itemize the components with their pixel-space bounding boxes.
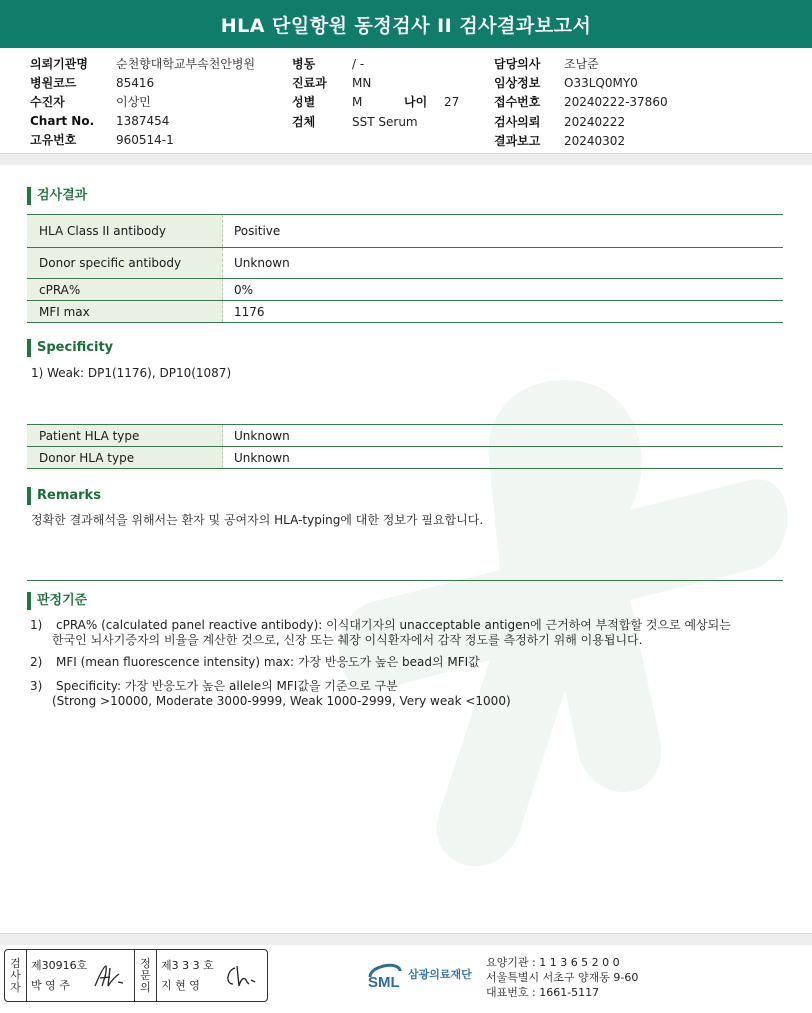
remarks-section-title: Remarks [27,487,101,505]
header-col-1 [30,55,255,150]
sml-logo [366,957,472,991]
header-label: 고유번호 [30,133,77,147]
label-char: 자 [10,980,21,994]
footer-separator [0,933,812,945]
clinical-info: O33LQ0MY0 [564,76,638,90]
remarks-text: 정확한 결과해석을 위해서는 환자 및 공여자의 HLA-typing에 대한 정보가 필요합니다. [31,513,484,527]
physician: 조남준 [564,57,599,71]
age: 27 [444,95,460,109]
label-char: 검 [10,956,21,970]
hospital-name: 순천향대학교부속천안병원 [116,57,256,71]
criteria-section-title: 판정기준 [27,592,87,610]
request-date: 20240222 [564,115,626,129]
header-label: 병원코드 [30,76,77,90]
hla-type-label: Patient HLA type [27,425,223,446]
chart-no: 1387454 [116,114,170,128]
header-label: 나이 [404,95,428,109]
report-title: HLA 단일항원 동정검사 II 검사결과보고서 [0,0,812,48]
judge-license: 제3 3 3 호 [161,959,214,972]
label-char: 정 [140,956,151,970]
divider [27,580,783,581]
hla-type-label: Donor HLA type [27,447,223,468]
header-label: 병동 [292,57,316,71]
result-value: 0% [234,282,254,297]
header-label: Chart No. [30,114,95,128]
tester-cell [27,950,135,1001]
header-label: 검체 [292,115,316,129]
header-label: 수진자 [30,95,65,109]
criteria-line: MFI (mean fluorescence intensity) max: 가장 반응도가 높은 bead의 MFI값 [56,655,480,669]
header-label: 결과보고 [494,134,541,148]
label-char: 사 [10,968,21,982]
criteria-item [30,655,480,670]
result-value: 1176 [234,304,265,319]
header-separator [0,153,812,165]
header-col-2 [292,55,459,132]
header-label: 검사의뢰 [494,115,541,129]
results-table [27,214,783,323]
sml-logo-icon [366,957,404,991]
specificity-text: 1) Weak: DP1(1176), DP10(1087) [31,366,232,380]
header-label: 임상정보 [494,76,541,90]
judge-cell [157,950,265,1001]
result-value: Positive [234,224,281,238]
header-label: 의뢰기관명 [30,57,88,71]
unique-no: 960514-1 [116,133,174,147]
result-label: MFI max [27,301,223,322]
result-label: HLA Class II antibody [27,215,223,247]
sml-logo-mark: SML [368,974,400,991]
tester-license: 제30916호 [31,959,88,972]
header-label: 성별 [292,95,316,109]
phone: 대표번호 : 1661-5117 [486,986,600,999]
label-char: 문 [140,968,151,982]
tester-name: 박 영 주 [31,979,70,992]
hla-type-value: Unknown [234,428,290,443]
sex: M [352,95,363,109]
ward: / - [352,57,365,71]
criteria-line: (Strong >10000, Moderate 3000-9999, Weak 1000-2999, Very weak <1000) [52,694,511,708]
org-code: 요양기관 : 1 1 3 6 5 2 0 0 [486,956,620,969]
hospital-code: 85416 [116,76,155,90]
address: 서울특별시 서초구 양재동 9-60 [486,971,639,984]
signature-box [4,949,268,1002]
criteria-line: Specificity: 가장 반응도가 높은 allele의 MFI값을 기준으로 구분 [56,679,398,693]
header-col-3 [494,55,668,151]
header-label: 담당의사 [494,57,541,71]
specificity-section-title: Specificity [27,339,113,357]
criteria-num: 3) [30,679,43,693]
criteria-item [30,618,731,648]
hla-type-value: Unknown [234,450,290,465]
table-row [27,215,783,248]
tester-label [5,950,27,1001]
patient-name: 이상민 [116,95,151,109]
table-row [27,447,783,469]
results-section-title: 검사결과 [27,187,87,205]
header-label: 진료과 [292,76,327,90]
specimen: SST Serum [352,115,418,129]
judge-label [135,950,157,1001]
table-row [27,425,783,447]
signature-mark [92,962,126,990]
label-char: 의 [140,980,151,994]
result-label: cPRA% [27,279,223,300]
department: MN [352,76,372,90]
footer-contact [486,955,638,1000]
table-row [27,279,783,301]
sml-logo-text: 삼광의료재단 [408,968,472,981]
report-date: 20240302 [564,134,626,148]
table-row [27,301,783,323]
criteria-item [30,679,511,709]
criteria-num: 2) [30,655,43,669]
criteria-line: cPRA% (calculated panel reactive antibody): 이식대기자의 unacceptable antigen에 근거하여 부적합할 것으로 예상되는 [56,618,731,632]
table-row [27,248,783,279]
hla-type-table [27,424,783,469]
criteria-line: 한국인 뇌사기증자의 비율을 계산한 것으로, 신장 또는 췌장 이식환자에서 감작 정도를 측정하기 위해 이용됩니다. [52,633,643,647]
judge-name: 지 현 영 [161,979,200,992]
result-label: Donor specific antibody [27,248,223,278]
criteria-num: 1) [30,618,43,632]
receipt-no: 20240222-37860 [564,95,668,109]
result-value: Unknown [234,256,290,270]
header-label: 접수번호 [494,95,541,109]
signature-mark [221,962,257,990]
